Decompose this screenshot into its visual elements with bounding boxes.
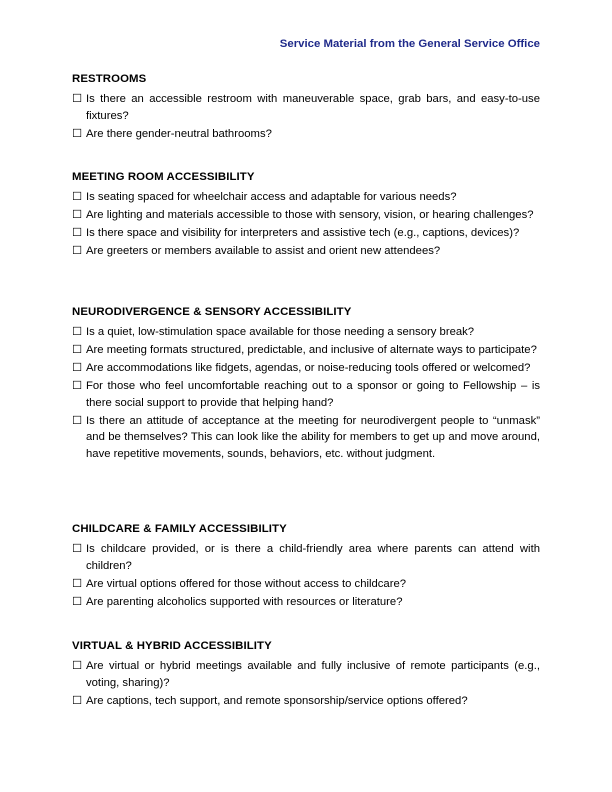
checklist-item-text: Are there gender-neutral bathrooms? — [86, 127, 272, 140]
section-title: MEETING ROOM ACCESSIBILITY — [72, 171, 255, 183]
checklist-item-text: Are lighting and materials accessible to those with sensory, vision, or hearing challenges? — [86, 209, 534, 221]
checklist-item — [72, 189, 540, 206]
checklist-item-text: Are virtual or hybrid meetings available and fully inclusive of remote participants (e.g., voting, sharing)? — [86, 660, 540, 689]
checklist-item — [72, 541, 540, 574]
checkbox-icon[interactable]: ☐ — [72, 361, 83, 374]
checklist-item — [72, 324, 540, 341]
checkbox-icon[interactable]: ☐ — [72, 343, 83, 356]
checklist-item — [72, 207, 540, 224]
checklist-item — [72, 658, 540, 691]
checkbox-icon[interactable]: ☐ — [72, 576, 83, 590]
checklist-item-text: Are greeters or members available to assist and orient new attendees? — [86, 245, 441, 257]
checklist-item-text: For those who feel uncomfortable reaching out to a sponsor or going to Fellowship – is there social support to provide that helping hand? — [86, 380, 540, 409]
checklist-item — [72, 594, 540, 611]
section-childcare-family-accessibility — [72, 523, 540, 612]
checklist-item-text: Are captions, tech support, and remote sponsorship/service options offered? — [86, 694, 468, 707]
checklist-item — [72, 225, 540, 242]
section-title: RESTROOMS — [72, 73, 147, 85]
page-header: Service Material from the General Service Office — [279, 38, 540, 50]
checklist-item — [72, 342, 540, 359]
checkbox-icon[interactable]: ☐ — [72, 594, 83, 608]
section-virtual-hybrid-accessibility — [72, 640, 540, 711]
checklist-item-text: Is childcare provided, or is there a child-friendly area where parents can attend with children? — [86, 543, 540, 572]
section-restrooms — [72, 73, 540, 144]
checklist-item-text: Is seating spaced for wheelchair access and adaptable for various needs? — [86, 191, 457, 203]
checkbox-icon[interactable]: ☐ — [72, 208, 83, 221]
checkbox-icon[interactable]: ☐ — [72, 659, 83, 672]
checklist-item-text: Are accommodations like fidgets, agendas, or noise-reducing tools offered or welcomed? — [86, 362, 531, 374]
checkbox-icon[interactable]: ☐ — [72, 413, 83, 427]
checklist-item-text: Are virtual options offered for those without access to childcare? — [86, 577, 407, 590]
checklist-item-text: Are meeting formats structured, predictable, and inclusive of alternate ways to participate? — [86, 344, 537, 356]
checkbox-icon[interactable]: ☐ — [72, 226, 83, 239]
checklist-item — [72, 243, 540, 260]
checklist-item — [72, 126, 540, 143]
checklist-item-text: Is there an attitude of acceptance at the meeting for neurodivergent people to “unmask” and be themselves? This can look like the ability for members to get up and move around, have repetitive movements, sounds, behaviors, etc. without judgment. — [86, 414, 540, 460]
checklist-item-text: Are parenting alcoholics supported with resources or literature? — [86, 595, 403, 608]
checkbox-icon[interactable]: ☐ — [72, 92, 83, 105]
checklist-item — [72, 91, 540, 124]
section-title: VIRTUAL & HYBRID ACCESSIBILITY — [72, 640, 272, 652]
section-title: CHILDCARE & FAMILY ACCESSIBILITY — [72, 523, 287, 535]
checklist-item — [72, 413, 540, 463]
checklist-item-text: Is there space and visibility for interpreters and assistive tech (e.g., captions, devices)? — [86, 227, 520, 239]
checkbox-icon[interactable]: ☐ — [72, 542, 83, 555]
checkbox-icon[interactable]: ☐ — [72, 244, 83, 257]
checkbox-icon[interactable]: ☐ — [72, 190, 83, 203]
checklist-item — [72, 693, 540, 710]
checkbox-icon[interactable]: ☐ — [72, 126, 83, 140]
section-meeting-room-accessibility — [72, 171, 540, 261]
checklist-item — [72, 360, 540, 377]
checklist-item-text: Is a quiet, low-stimulation space available for those needing a sensory break? — [86, 326, 475, 338]
checklist-item — [72, 576, 540, 593]
checklist-item — [72, 378, 540, 411]
section-title: NEURODIVERGENCE & SENSORY ACCESSIBILITY — [72, 306, 352, 318]
checkbox-icon[interactable]: ☐ — [72, 379, 83, 392]
checklist-item-text: Is there an accessible restroom with maneuverable space, grab bars, and easy-to-use fixtures? — [86, 93, 540, 122]
section-neurodivergence-sensory-accessibility — [72, 306, 540, 464]
checkbox-icon[interactable]: ☐ — [72, 325, 83, 338]
checkbox-icon[interactable]: ☐ — [72, 693, 83, 707]
